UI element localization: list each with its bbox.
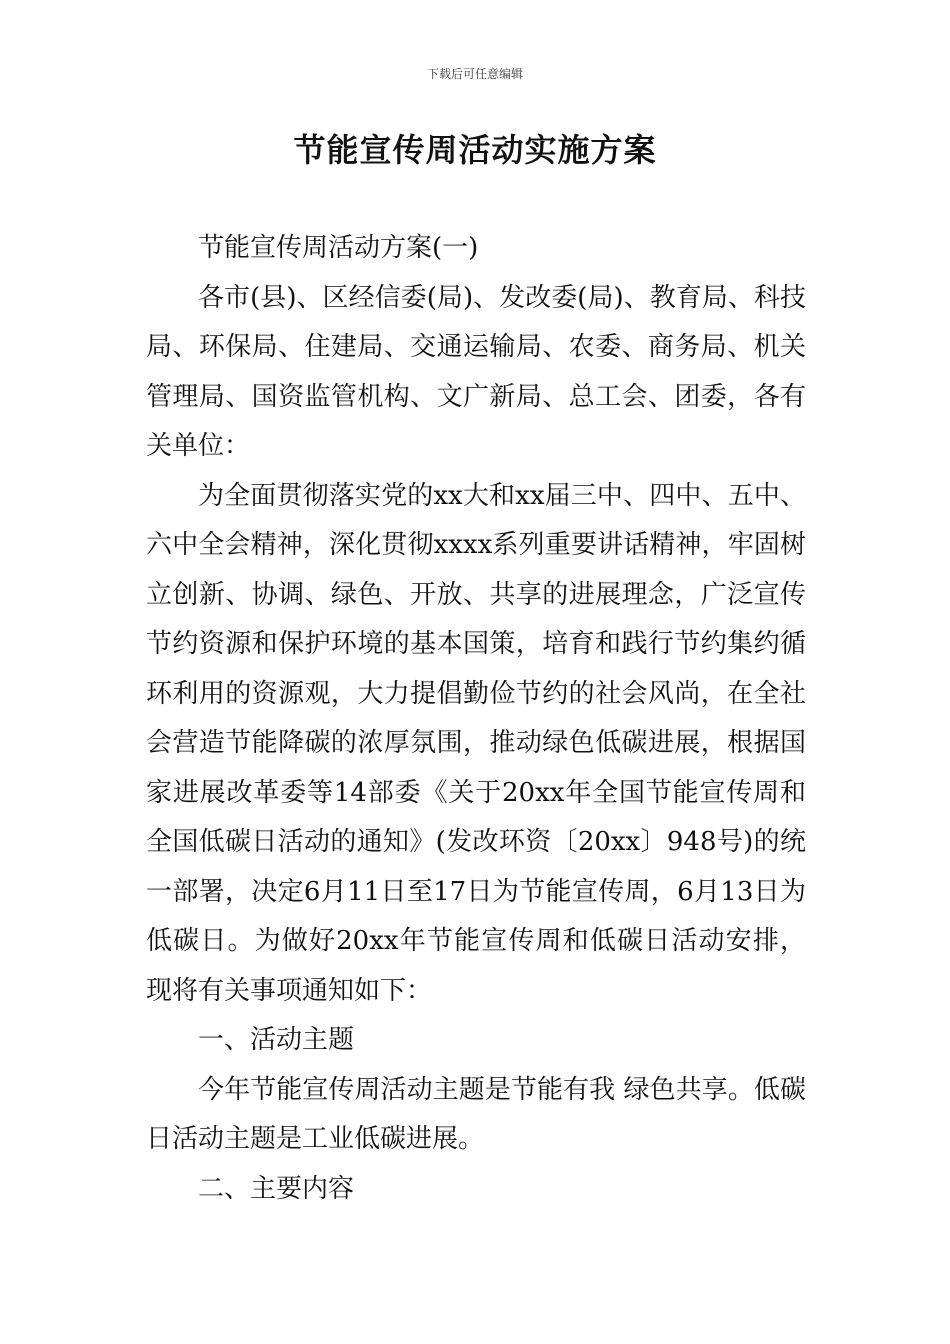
paragraph-theme: 今年节能宣传周活动主题是节能有我 绿色共享。低碳日活动主题是工业低碳进展。 <box>146 1074 806 1154</box>
section-heading-theme: 一、活动主题 <box>198 1025 355 1055</box>
document-body <box>146 224 806 1214</box>
page-header-note: 下载后可任意编辑 <box>426 67 523 81</box>
paragraph-background: 为全面贯彻落实党的xx大和xx届三中、四中、五中、六中全会精神，深化贯彻xxxx系列重要讲话精神，牢固树立创新、协调、绿色、开放、共享的进展理念，广泛宣传节约资源和保护环境的基本国策，培育和践行节约集约循环利用的资源观，大力提倡勤俭节约的社会风尚，在全社会营造节能降碳的浓厚氛围，推动绿色低碳进展，根据国家进展改革委等14部委《关于20xx年全国节能宣传周和全国低碳日活动的通知》(发改环资〔20xx〕948号)的统一部署，决定6月11日至17日为节能宣传周，6月13日为低碳日。为做好20xx年节能宣传周和低碳日活动安排，现将有关事项通知如下： <box>146 480 806 1006</box>
paragraph-subtitle: 节能宣传周活动方案(一) <box>198 233 479 263</box>
paragraph-recipients: 各市(县)、区经信委(局)、发改委(局)、教育局、科技局、环保局、住建局、交通运输局、农委、商务局、机关管理局、国资监管机构、文广新局、总工会、团委，各有关单位： <box>146 282 806 461</box>
section-heading-content: 二、主要内容 <box>198 1173 355 1204</box>
document-title: 节能宣传周活动实施方案 <box>293 131 657 169</box>
